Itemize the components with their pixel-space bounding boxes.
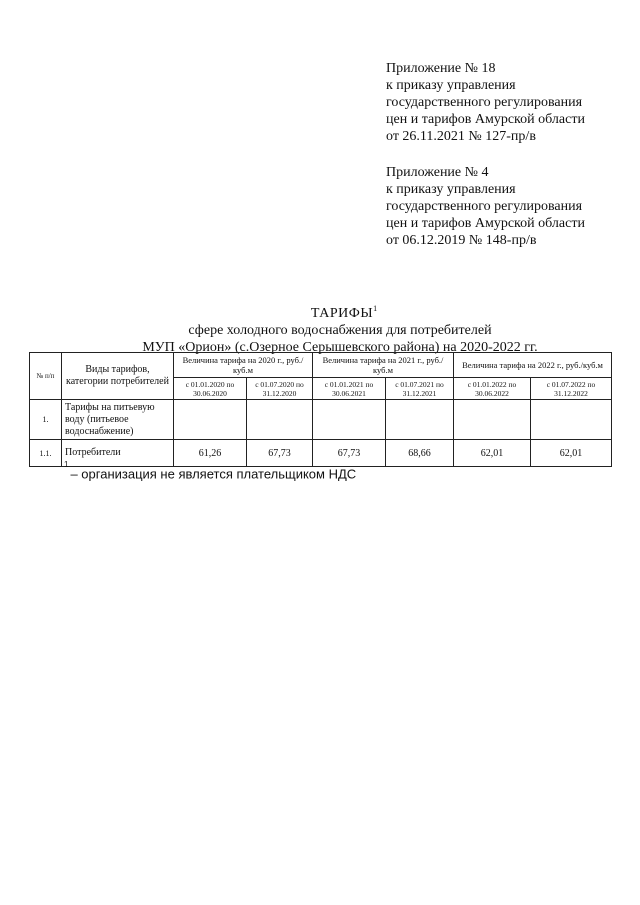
appendix-4-block	[386, 164, 626, 249]
footnote	[64, 460, 357, 482]
header-year-2022: Величина тарифа на 2022 г., руб./куб.м	[454, 353, 612, 378]
appendix-line: к приказу управления	[386, 182, 516, 197]
row-value: 61,26	[174, 440, 247, 467]
title-footnote-mark: 1	[373, 304, 378, 313]
row-value: 68,66	[386, 440, 454, 467]
header-kind: Виды тарифов, категории потребителей	[62, 353, 174, 400]
title-main	[0, 300, 640, 322]
row-value	[174, 400, 247, 440]
header-num: № п/п	[30, 353, 62, 400]
appendix-line: к приказу управления	[386, 78, 516, 93]
row-value: 67,73	[313, 440, 386, 467]
header-period: с 01.07.2022 по 31.12.2022	[531, 378, 612, 400]
table-row	[30, 400, 612, 440]
header-period: с 01.07.2021 по 31.12.2021	[386, 378, 454, 400]
header-period: с 01.01.2020 по 30.06.2020	[174, 378, 247, 400]
appendix-line: государственного регулирования	[386, 199, 583, 214]
row-value	[313, 400, 386, 440]
row-value: 67,73	[247, 440, 313, 467]
row-value: 62,01	[531, 440, 612, 467]
appendix-18-block	[386, 60, 626, 145]
appendix-line: Приложение № 18	[386, 61, 496, 76]
header-period: с 01.01.2021 по 30.06.2021	[313, 378, 386, 400]
row-label: Потребители	[62, 440, 174, 467]
appendix-line: цен и тарифов Амурской области	[386, 216, 585, 231]
row-num: 1.1.	[30, 440, 62, 467]
title-text: ТАРИФЫ	[310, 306, 374, 321]
appendix-line: государственного регулирования	[386, 95, 583, 110]
title-organization: МУП «Орион» (с.Озерное Серышевского района) на 2020-2022 гг.	[142, 340, 538, 355]
appendix-line: от 06.12.2019 № 148-пр/в	[386, 233, 537, 248]
footnote-mark: 1	[64, 460, 69, 469]
header-period: с 01.07.2020 по 31.12.2020	[247, 378, 313, 400]
row-value	[386, 400, 454, 440]
footnote-text: – организация не является плательщиком НДС	[70, 466, 357, 482]
row-label: Тарифы на питьевую воду (питьевое водоснабжение)	[62, 400, 174, 440]
row-value: 62,01	[454, 440, 531, 467]
tariff-table	[29, 352, 612, 467]
row-value	[247, 400, 313, 440]
header-year-2021: Величина тарифа на 2021 г., руб./куб.м	[313, 353, 454, 378]
row-value	[454, 400, 531, 440]
header-period: с 01.01.2022 по 30.06.2022	[454, 378, 531, 400]
table-row	[30, 440, 612, 467]
row-value	[531, 400, 612, 440]
document-title	[0, 300, 640, 356]
row-num: 1.	[30, 400, 62, 440]
header-year-2020: Величина тарифа на 2020 г., руб./куб.м	[174, 353, 313, 378]
title-subtitle: сфере холодного водоснабжения для потребителей	[188, 323, 492, 338]
appendix-line: от 26.11.2021 № 127-пр/в	[386, 129, 536, 144]
appendix-line: Приложение № 4	[386, 165, 489, 180]
appendix-line: цен и тарифов Амурской области	[386, 112, 585, 127]
